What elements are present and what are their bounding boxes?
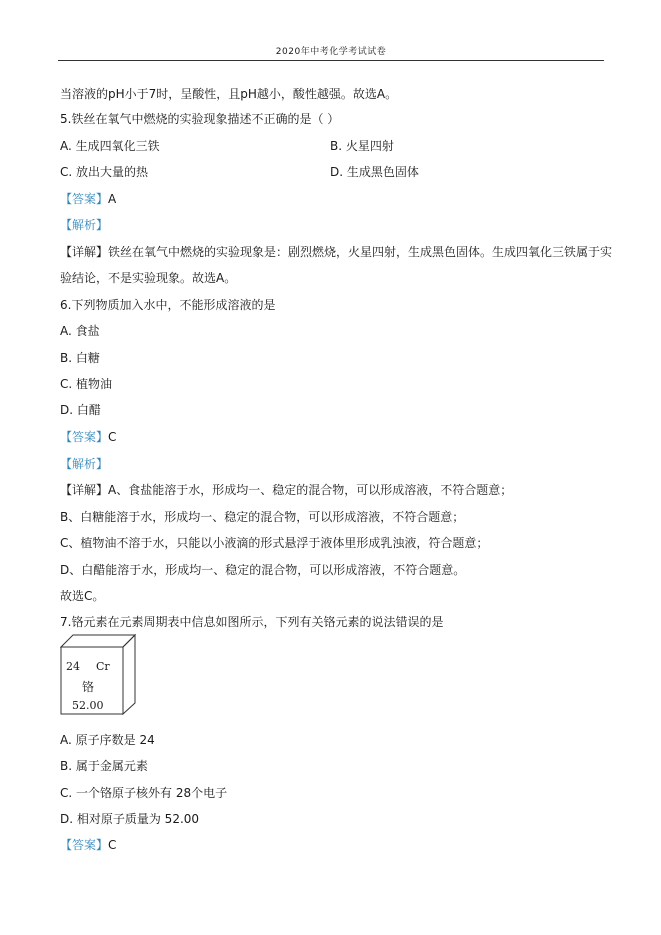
detail-text: 铁丝在氧气中燃烧的实验现象是：剧烈燃烧，火星四射，生成黑色固体。生成四氧化三铁属于实 xyxy=(108,245,613,259)
answer-value: A xyxy=(108,192,117,206)
q7-option-d: D. 相对原子质量为 52.00 xyxy=(60,812,200,826)
q5-analysis-tag: 【解析】 xyxy=(60,218,109,232)
page-header-title: 2020年中考化学考试试卷 xyxy=(275,47,387,57)
answer-tag: 【答案】 xyxy=(60,430,109,444)
q6-detail xyxy=(60,482,512,498)
text-line: 当溶液的pH小于7时，呈酸性，且pH越小，酸性越强。故选A。 xyxy=(60,87,398,101)
question-7: 7.铬元素在元素周期表中信息如图所示，下列有关铬元素的说法错误的是 xyxy=(60,615,444,629)
element-symbol: Cr xyxy=(96,660,110,673)
q5-option-b: B. 火星四射 xyxy=(330,139,394,153)
answer-value: C xyxy=(108,838,117,852)
q7-option-a: A. 原子序数是 24 xyxy=(60,733,155,747)
q7-answer xyxy=(60,837,116,853)
q6-detail-b: B、白糖能溶于水，形成均一、稳定的混合物，可以形成溶液，不符合题意； xyxy=(60,510,465,524)
q7-option-c: C. 一个铬原子核外有 28个电子 xyxy=(60,786,228,800)
element-atomic-number: 24 xyxy=(66,660,80,673)
answer-tag: 【答案】 xyxy=(60,838,109,852)
element-atomic-mass: 52.00 xyxy=(72,699,104,712)
q6-option-a: A. 食盐 xyxy=(60,324,100,338)
q6-detail-c: C、植物油不溶于水，只能以小液滴的形式悬浮于液体里形成乳浊液，符合题意； xyxy=(60,536,489,550)
q5-detail-cont: 验结论，不是实验现象。故选A。 xyxy=(60,271,237,285)
header-divider xyxy=(58,60,604,61)
element-name: 铬 xyxy=(82,680,95,694)
answer-value: C xyxy=(108,430,117,444)
q6-conclusion: 故选C。 xyxy=(60,589,105,603)
q5-option-a: A. 生成四氧化三铁 xyxy=(60,139,160,153)
detail-tag: 【详解】 xyxy=(60,483,109,497)
q6-option-b: B. 白糖 xyxy=(60,351,100,365)
q5-option-d: D. 生成黑色固体 xyxy=(330,165,419,179)
q5-option-c: C. 放出大量的热 xyxy=(60,165,149,179)
detail-text: A、食盐能溶于水，形成均一、稳定的混合物，可以形成溶液，不符合题意； xyxy=(108,483,513,497)
answer-tag: 【答案】 xyxy=(60,192,109,206)
q7-option-b: B. 属于金属元素 xyxy=(60,759,148,773)
q6-option-c: C. 植物油 xyxy=(60,377,113,391)
q5-detail xyxy=(60,244,612,260)
q6-analysis-tag: 【解析】 xyxy=(60,457,109,471)
question-6: 6.下列物质加入水中，不能形成溶液的是 xyxy=(60,298,276,312)
q6-answer xyxy=(60,429,116,445)
q6-detail-d: D、白醋能溶于水，形成均一、稳定的混合物，可以形成溶液，不符合题意。 xyxy=(60,563,466,577)
detail-tag: 【详解】 xyxy=(60,245,109,259)
q5-answer xyxy=(60,191,116,207)
element-cell-figure xyxy=(60,633,136,715)
q6-option-d: D. 白醋 xyxy=(60,403,101,417)
question-5: 5.铁丝在氧气中燃烧的实验现象描述不正确的是（ ） xyxy=(60,112,340,126)
